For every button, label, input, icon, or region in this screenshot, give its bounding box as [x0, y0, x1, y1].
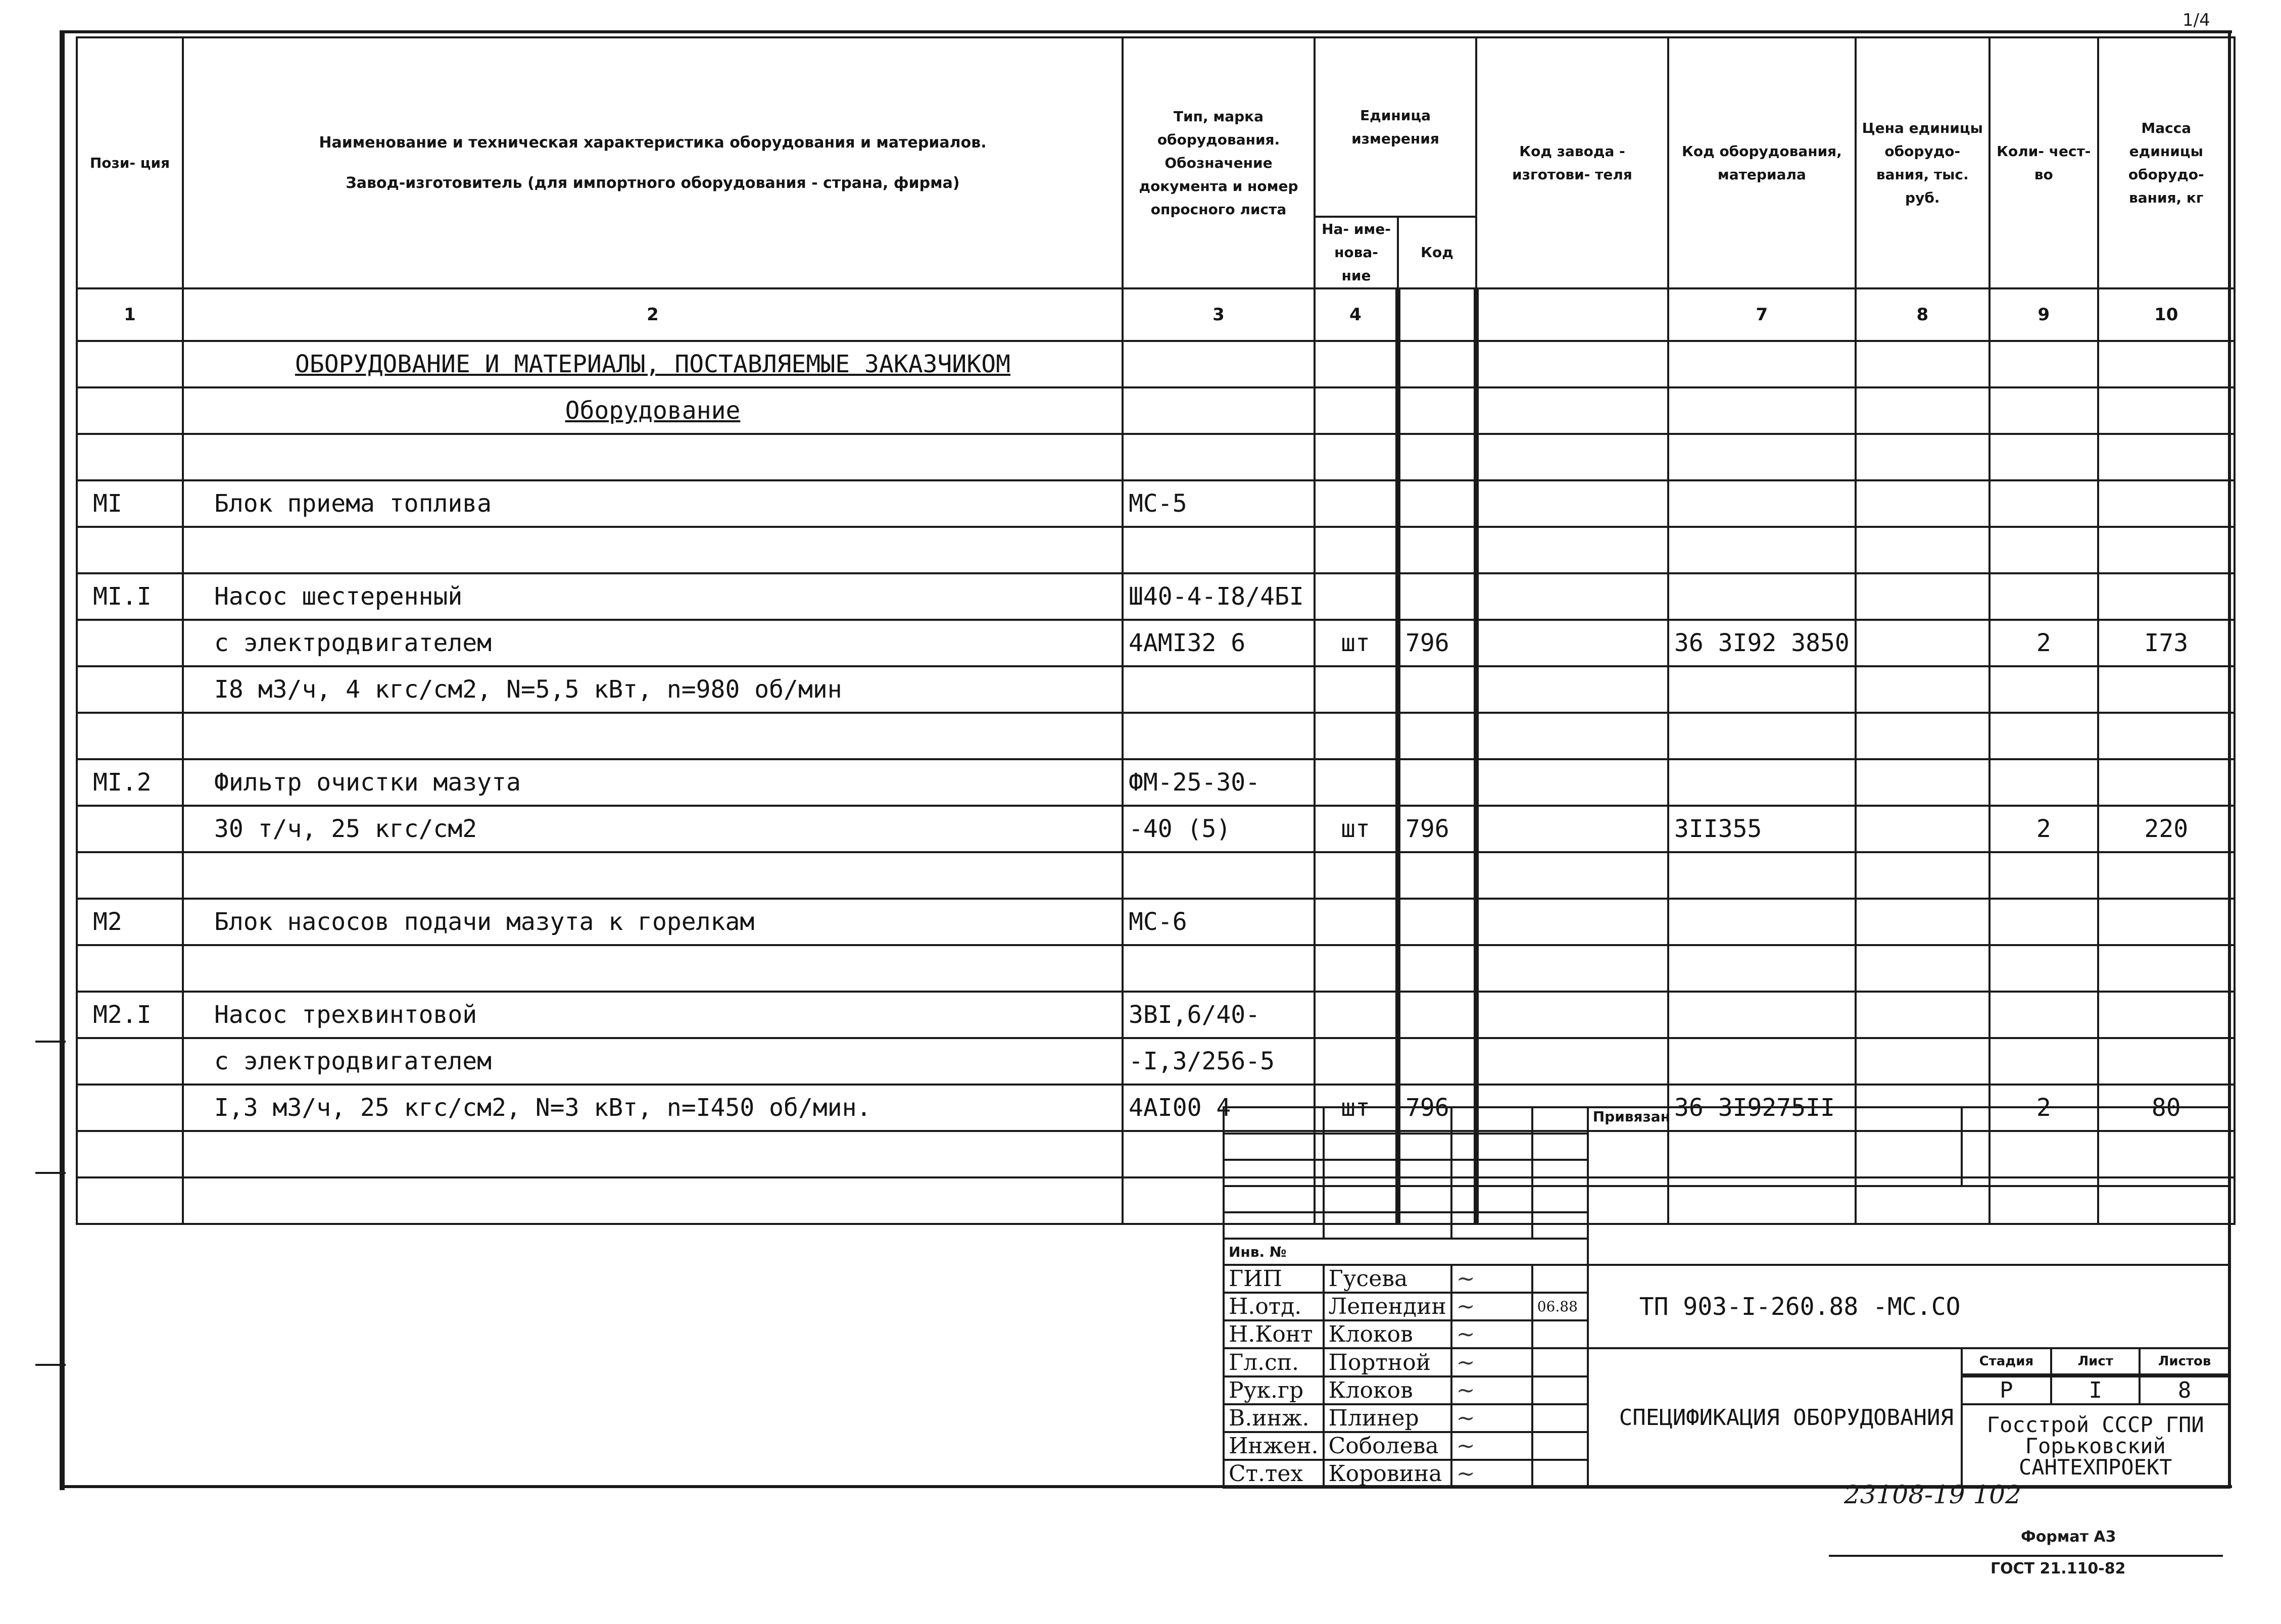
row-manufacturer-code [1476, 666, 1668, 713]
header-unit-code: Код [1398, 217, 1476, 288]
signer-role: Инжен. [1224, 1432, 1324, 1460]
row-position [77, 666, 183, 713]
signature: ~ [1451, 1348, 1532, 1376]
row-quantity [1989, 527, 2098, 573]
table-row [77, 480, 2235, 527]
table-row [77, 573, 2235, 620]
signer-date: 06.88 [1532, 1293, 1588, 1320]
column-number: 10 [2098, 288, 2235, 341]
signer-name: Клоков [1324, 1376, 1451, 1404]
column-number [1398, 288, 1476, 341]
row-name [183, 713, 1123, 759]
row-quantity [1989, 434, 2098, 480]
row-equipment-code [1668, 480, 1856, 527]
section-title-row [77, 341, 2235, 387]
table-row [77, 945, 2235, 992]
row-manufacturer-code [1476, 480, 1668, 527]
row-unit [1315, 899, 1398, 945]
row-type: МС-5 [1123, 480, 1315, 527]
row-mass [2098, 945, 2235, 992]
signer-name: Клоков [1324, 1320, 1451, 1348]
row-position: M2 [77, 899, 183, 945]
row-equipment-code [1668, 759, 1856, 806]
stage-sheet-block [1962, 1348, 2229, 1376]
row-manufacturer-code [1476, 852, 1668, 899]
row-unit-code [1398, 434, 1476, 480]
stage-value: Р [1963, 1377, 2051, 1403]
stage-label: Стадия [1963, 1349, 2051, 1374]
row-unit: шт [1315, 1085, 1398, 1131]
row-manufacturer-code [1476, 620, 1668, 666]
row-manufacturer-code [1476, 1038, 1668, 1085]
header-price: Цена единицы оборудо- вания, тыс. руб. [1856, 37, 1989, 288]
row-position: M2.I [77, 992, 183, 1038]
row-position [77, 945, 183, 992]
margin-tick [35, 1172, 66, 1174]
header-unit-group: Единица измерения [1315, 37, 1476, 217]
row-price [1856, 852, 1989, 899]
row-name: Насос трехвинтовой [183, 992, 1123, 1038]
row-unit-code [1398, 713, 1476, 759]
row-quantity [1989, 899, 2098, 945]
row-equipment-code: 36 3I92 3850 [1668, 620, 1856, 666]
row-type: 4AMI32 6 [1123, 620, 1315, 666]
row-quantity [1989, 666, 2098, 713]
row-name [183, 852, 1123, 899]
handwritten-number: 23108-19 102 [1844, 1480, 2021, 1509]
row-manufacturer-code [1476, 573, 1668, 620]
attached-label: Привязан [1588, 1107, 1962, 1186]
row-position [77, 527, 183, 573]
row-mass: 220 [2098, 806, 2235, 852]
top-border-line [60, 30, 2232, 33]
table-row [77, 806, 2235, 852]
signature: ~ [1451, 1376, 1532, 1404]
row-manufacturer-code [1476, 806, 1668, 852]
row-unit-code [1398, 992, 1476, 1038]
row-unit [1315, 852, 1398, 899]
header-equipment-code: Код оборудования, материала [1668, 37, 1856, 288]
title-block [1223, 1106, 2230, 1489]
row-type: 3BI,6/40- [1123, 992, 1315, 1038]
row-mass [2098, 666, 2235, 713]
row-name: I,3 м3/ч, 25 кгс/см2, N=3 кВт, n=I450 об/мин. [183, 1085, 1123, 1131]
row-price [1856, 527, 1989, 573]
row-price [1856, 434, 1989, 480]
row-quantity [1989, 992, 2098, 1038]
row-manufacturer-code [1476, 527, 1668, 573]
row-quantity [1989, 713, 2098, 759]
row-price [1856, 573, 1989, 620]
row-unit-code [1398, 1038, 1476, 1085]
table-row [77, 852, 2235, 899]
row-name: Насос шестеренный [183, 573, 1123, 620]
format-note: Формат А3 [2021, 1528, 2116, 1546]
header-name-line2: Завод-изготовитель (для импортного оборудования - страна, фирма) [346, 174, 960, 192]
signer-name: Гусева [1324, 1265, 1451, 1293]
row-price [1856, 899, 1989, 945]
header-unit-name: На- име- нова- ние [1315, 217, 1398, 288]
row-name: Фильтр очистки мазута [183, 759, 1123, 806]
row-manufacturer-code [1476, 434, 1668, 480]
row-quantity [1989, 480, 2098, 527]
row-manufacturer-code [1476, 899, 1668, 945]
table-row [77, 1038, 2235, 1085]
table-row [77, 713, 2235, 759]
row-mass [2098, 713, 2235, 759]
header-name [183, 37, 1123, 288]
row-position [77, 1177, 183, 1224]
row-unit-code [1398, 899, 1476, 945]
row-mass [2098, 899, 2235, 945]
document-code: ТП 903-I-260.88 -МС.СО [1588, 1265, 2229, 1348]
column-number: 9 [1989, 288, 2098, 341]
header-position: Пози- ция [77, 37, 183, 288]
row-price [1856, 759, 1989, 806]
column-number: 1 [77, 288, 183, 341]
row-equipment-code [1668, 992, 1856, 1038]
row-position: MI [77, 480, 183, 527]
row-type: -40 (5) [1123, 806, 1315, 852]
table-row [77, 434, 2235, 480]
row-price [1856, 713, 1989, 759]
signer-date [1532, 1348, 1588, 1376]
row-mass [2098, 759, 2235, 806]
subsection-title-row [77, 387, 2235, 434]
row-position [77, 434, 183, 480]
row-position [77, 713, 183, 759]
row-equipment-code: 3II355 [1668, 806, 1856, 852]
margin-tick [35, 1364, 66, 1366]
row-price [1856, 945, 1989, 992]
row-quantity [1989, 573, 2098, 620]
column-number-row [77, 288, 2235, 341]
table-row [77, 620, 2235, 666]
row-price [1856, 480, 1989, 527]
row-unit [1315, 573, 1398, 620]
row-quantity: 2 [1989, 620, 2098, 666]
inventory-label: Инв. № [1224, 1239, 1588, 1265]
header-quantity: Коли- чест- во [1989, 37, 2098, 288]
gost-note: ГОСТ 21.110-82 [1991, 1560, 2126, 1578]
row-position: MI.2 [77, 759, 183, 806]
row-name: 30 т/ч, 25 кгс/см2 [183, 806, 1123, 852]
signer-role: Гл.сп. [1224, 1348, 1324, 1376]
row-mass [2098, 434, 2235, 480]
row-position [77, 1085, 183, 1131]
sheet-value: I [2051, 1377, 2140, 1403]
row-price [1856, 620, 1989, 666]
row-unit-code: 796 [1398, 1085, 1476, 1131]
row-price [1856, 1038, 1989, 1085]
row-price [1856, 666, 1989, 713]
row-type [1123, 666, 1315, 713]
row-name [183, 1177, 1123, 1224]
row-position [77, 620, 183, 666]
row-mass [2098, 992, 2235, 1038]
row-unit: шт [1315, 620, 1398, 666]
row-name [183, 1131, 1123, 1177]
row-unit [1315, 527, 1398, 573]
sheets-value: 8 [2177, 1377, 2192, 1403]
specification-table [76, 36, 2236, 1225]
signature: ~ [1451, 1404, 1532, 1432]
row-mass [2098, 480, 2235, 527]
row-unit [1315, 945, 1398, 992]
row-mass: 80 [2098, 1085, 2235, 1131]
row-quantity [1989, 1038, 2098, 1085]
row-mass [2098, 1038, 2235, 1085]
row-unit [1315, 434, 1398, 480]
row-type: Ш40-4-I8/4БI [1123, 573, 1315, 620]
row-unit [1315, 992, 1398, 1038]
left-border-line [60, 30, 65, 1490]
row-unit [1315, 759, 1398, 806]
row-equipment-code [1668, 713, 1856, 759]
row-unit-code [1398, 852, 1476, 899]
row-position [77, 852, 183, 899]
signer-role: Н.Конт [1224, 1320, 1324, 1348]
row-unit [1315, 713, 1398, 759]
header-mass: Масса единицы оборудо- вания, кг [2098, 37, 2235, 288]
section-title: ОБОРУДОВАНИЕ И МАТЕРИАЛЫ, ПОСТАВЛЯЕМЫЕ ЗАКАЗЧИКОМ [183, 341, 1123, 387]
row-name [183, 434, 1123, 480]
row-manufacturer-code [1476, 759, 1668, 806]
row-price [1856, 806, 1989, 852]
row-position [77, 1038, 183, 1085]
row-equipment-code [1668, 1038, 1856, 1085]
row-equipment-code [1668, 573, 1856, 620]
signer-date [1532, 1432, 1588, 1460]
column-number: 8 [1856, 288, 1989, 341]
row-position [77, 1131, 183, 1177]
row-quantity [1989, 852, 2098, 899]
row-unit [1315, 480, 1398, 527]
table-row [77, 992, 2235, 1038]
row-quantity: 2 [1989, 806, 2098, 852]
row-type [1123, 945, 1315, 992]
row-name [183, 527, 1123, 573]
table-row [77, 666, 2235, 713]
sheets-label: Листов [2140, 1349, 2228, 1374]
signer-date [1532, 1320, 1588, 1348]
document-title: СПЕЦИФИКАЦИЯ ОБОРУДОВАНИЯ [1588, 1348, 1962, 1488]
signer-name: Портной [1324, 1348, 1451, 1376]
row-name: Блок насосов подачи мазута к горелкам [183, 899, 1123, 945]
header-type: Тип, марка оборудования. Обозначение документа и номер опросного листа [1123, 37, 1315, 288]
signer-role: Рук.гр [1224, 1376, 1324, 1404]
signer-name: Коровина [1324, 1460, 1451, 1488]
row-manufacturer-code [1476, 992, 1668, 1038]
signature: ~ [1451, 1460, 1532, 1488]
row-equipment-code [1668, 666, 1856, 713]
row-manufacturer-code [1476, 713, 1668, 759]
organization: Госстрой СССР ГПИ Горьковский САНТЕХПРОЕКТ [1962, 1404, 2229, 1488]
signer-role: ГИП [1224, 1265, 1324, 1293]
column-number: 7 [1668, 288, 1856, 341]
row-type: МС-6 [1123, 899, 1315, 945]
row-equipment-code [1668, 852, 1856, 899]
row-name [183, 945, 1123, 992]
corner-mark: 1/4 [2182, 10, 2210, 30]
row-name: с электродвигателем [183, 620, 1123, 666]
row-quantity [1989, 759, 2098, 806]
signer-name: Соболева [1324, 1432, 1451, 1460]
row-quantity: 2 [1989, 1085, 2098, 1131]
stage-sheet-values [1962, 1376, 2229, 1404]
column-number: 2 [183, 288, 1123, 341]
row-name: I8 м3/ч, 4 кгс/см2, N=5,5 кВт, n=980 об/мин [183, 666, 1123, 713]
table-row [77, 759, 2235, 806]
row-unit-code [1398, 573, 1476, 620]
row-position: MI.I [77, 573, 183, 620]
signature: ~ [1451, 1320, 1532, 1348]
row-unit [1315, 1038, 1398, 1085]
row-unit [1315, 666, 1398, 713]
row-name: Блок приема топлива [183, 480, 1123, 527]
column-number: 3 [1123, 288, 1315, 341]
signer-name: Плинер [1324, 1404, 1451, 1432]
column-number: 4 [1315, 288, 1398, 341]
footer-line [1829, 1555, 2223, 1557]
row-position [77, 806, 183, 852]
row-unit-code [1398, 527, 1476, 573]
row-unit-code [1398, 480, 1476, 527]
row-type [1123, 527, 1315, 573]
column-number [1476, 288, 1668, 341]
signer-date [1532, 1404, 1588, 1432]
row-mass [2098, 527, 2235, 573]
signature: ~ [1451, 1265, 1532, 1293]
signature: ~ [1451, 1432, 1532, 1460]
sheet-label: Лист [2051, 1349, 2140, 1374]
signature: ~ [1451, 1293, 1532, 1320]
row-type [1123, 713, 1315, 759]
header-name-line1: Наименование и техническая характеристика оборудования и материалов. [319, 133, 987, 152]
row-name: с электродвигателем [183, 1038, 1123, 1085]
margin-tick [35, 1041, 66, 1043]
row-equipment-code [1668, 434, 1856, 480]
row-type [1123, 434, 1315, 480]
signer-role: В.инж. [1224, 1404, 1324, 1432]
signer-date [1532, 1460, 1588, 1488]
row-unit: шт [1315, 806, 1398, 852]
row-unit-code: 796 [1398, 806, 1476, 852]
signer-name: Лепендин [1324, 1293, 1451, 1320]
row-type: -I,3/256-5 [1123, 1038, 1315, 1085]
signer-role: Н.отд. [1224, 1293, 1324, 1320]
table-row [77, 899, 2235, 945]
signer-role: Ст.тех [1224, 1460, 1324, 1488]
row-price [1856, 992, 1989, 1038]
subsection-title: Оборудование [183, 387, 1123, 434]
row-quantity [1989, 945, 2098, 992]
row-equipment-code [1668, 899, 1856, 945]
row-equipment-code [1668, 945, 1856, 992]
row-mass: I73 [2098, 620, 2235, 666]
signer-date [1532, 1265, 1588, 1293]
row-mass [2098, 573, 2235, 620]
row-mass [2098, 852, 2235, 899]
row-unit-code: 796 [1398, 620, 1476, 666]
row-type [1123, 852, 1315, 899]
row-type: ФМ-25-30- [1123, 759, 1315, 806]
table-row [77, 527, 2235, 573]
row-type: 4AI00 4 [1123, 1085, 1315, 1131]
row-unit-code [1398, 945, 1476, 992]
header-manufacturer-code: Код завода - изготови- теля [1476, 37, 1668, 288]
row-unit-code [1398, 759, 1476, 806]
signer-date [1532, 1376, 1588, 1404]
row-unit-code [1398, 666, 1476, 713]
row-manufacturer-code [1476, 945, 1668, 992]
row-equipment-code [1668, 527, 1856, 573]
row-equipment-code: 36 3I9275II [1668, 1085, 1856, 1131]
